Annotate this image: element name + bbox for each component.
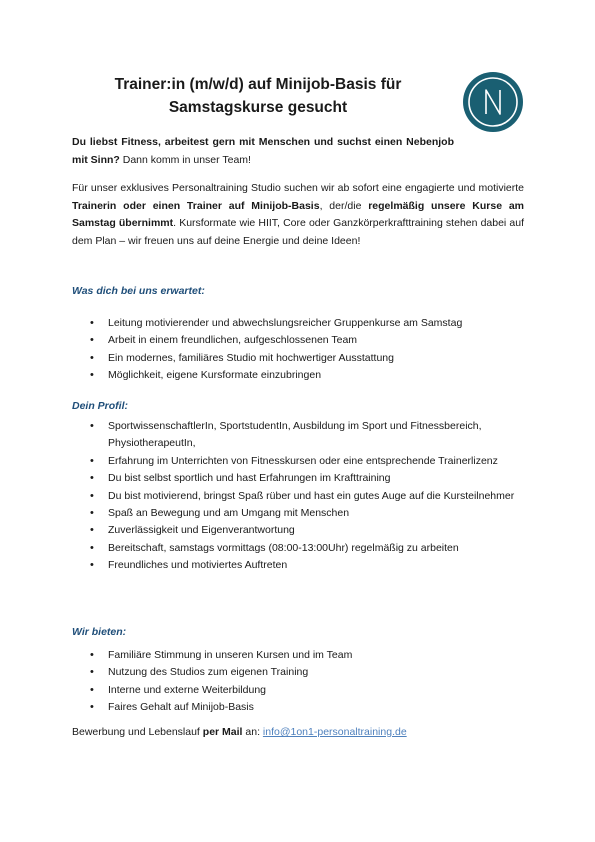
list-item: • Du bist motivierend, bringst Spaß rüber und hast ein gutes Auge auf die Kursteilnehmer xyxy=(108,488,518,505)
list-item: • Bereitschaft, samstags vormittags (08:00-13:00Uhr) regelmäßig zu arbeiten xyxy=(108,540,518,557)
contact-line xyxy=(72,726,407,738)
list-item: • Erfahrung im Unterrichten von Fitnesskursen oder eine entsprechende Trainerlizenz xyxy=(108,453,518,470)
studio-logo xyxy=(462,71,524,133)
section-heading-offer: Wir bieten: xyxy=(72,626,127,638)
list-item: • Du bist selbst sportlich und hast Erfahrungen im Krafttraining xyxy=(108,470,518,487)
description-bold-2: regelmäßig unsere Kurse am Samstag übernimmt xyxy=(72,199,525,230)
intro-text: Dann komm in unser Team! xyxy=(119,153,251,166)
intro-paragraph xyxy=(72,134,454,169)
list-item: • Ein modernes, familiäres Studio mit hochwertiger Ausstattung xyxy=(108,350,518,367)
list-item: • Zuverlässigkeit und Eigenverantwortung xyxy=(108,522,518,539)
description-bold-1: Trainerin oder einen Trainer auf Minijob-Basis xyxy=(72,199,320,212)
expectations-list xyxy=(108,315,518,385)
description-part-1: Für unser exklusives Personaltraining Studio suchen wir ab sofort eine engagierte und motivierte xyxy=(72,182,524,194)
email-link[interactable]: info@1on1-personaltraining.de xyxy=(262,726,407,738)
profile-list xyxy=(108,418,518,575)
page-title xyxy=(72,73,444,119)
section-heading-expectations: Was dich bei uns erwartet: xyxy=(72,285,205,297)
contact-bold: per Mail xyxy=(202,726,243,738)
list-item: • Arbeit in einem freundlichen, aufgeschlossenen Team xyxy=(108,332,518,349)
contact-middle: an: xyxy=(242,726,263,738)
list-item: • Faires Gehalt auf Minijob-Basis xyxy=(108,699,518,716)
list-item: • SportwissenschaftlerIn, SportstudentIn, Ausbildung im Sport und Fitnessbereich, PhysiotherapeutIn, xyxy=(108,418,518,453)
list-item: • Möglichkeit, eigene Kursformate einzubringen xyxy=(108,367,518,384)
title-line-1: Trainer:in (m/w/d) auf Minijob-Basis für xyxy=(114,76,402,93)
list-item: • Familiäre Stimmung in unseren Kursen und im Team xyxy=(108,647,518,664)
list-item: • Leitung motivierender und abwechslungsreicher Gruppenkurse am Samstag xyxy=(108,315,518,332)
contact-prefix: Bewerbung und Lebenslauf xyxy=(72,726,203,738)
section-heading-profile: Dein Profil: xyxy=(72,400,129,412)
list-item: • Nutzung des Studios zum eigenen Training xyxy=(108,664,518,681)
description-part-3: . Kursformate wie HIIT, Core oder Ganzkörperkrafttraining stehen dabei auf dem Plan – wir freuen uns auf deine Energie und deine Ideen! xyxy=(72,217,524,247)
description-paragraph xyxy=(72,180,524,250)
title-line-2: Samstagskurse gesucht xyxy=(168,99,348,116)
offer-list xyxy=(108,647,518,717)
intro-bold: Du liebst Fitness, arbeitest gern mit Menschen und suchst einen Nebenjob mit Sinn? xyxy=(72,136,454,166)
list-item: • Interne und externe Weiterbildung xyxy=(108,682,518,699)
list-item: • Spaß an Bewegung und am Umgang mit Menschen xyxy=(108,505,518,522)
description-part-2: , der/die xyxy=(319,199,369,212)
list-item: • Freundliches und motiviertes Auftreten xyxy=(108,557,518,574)
